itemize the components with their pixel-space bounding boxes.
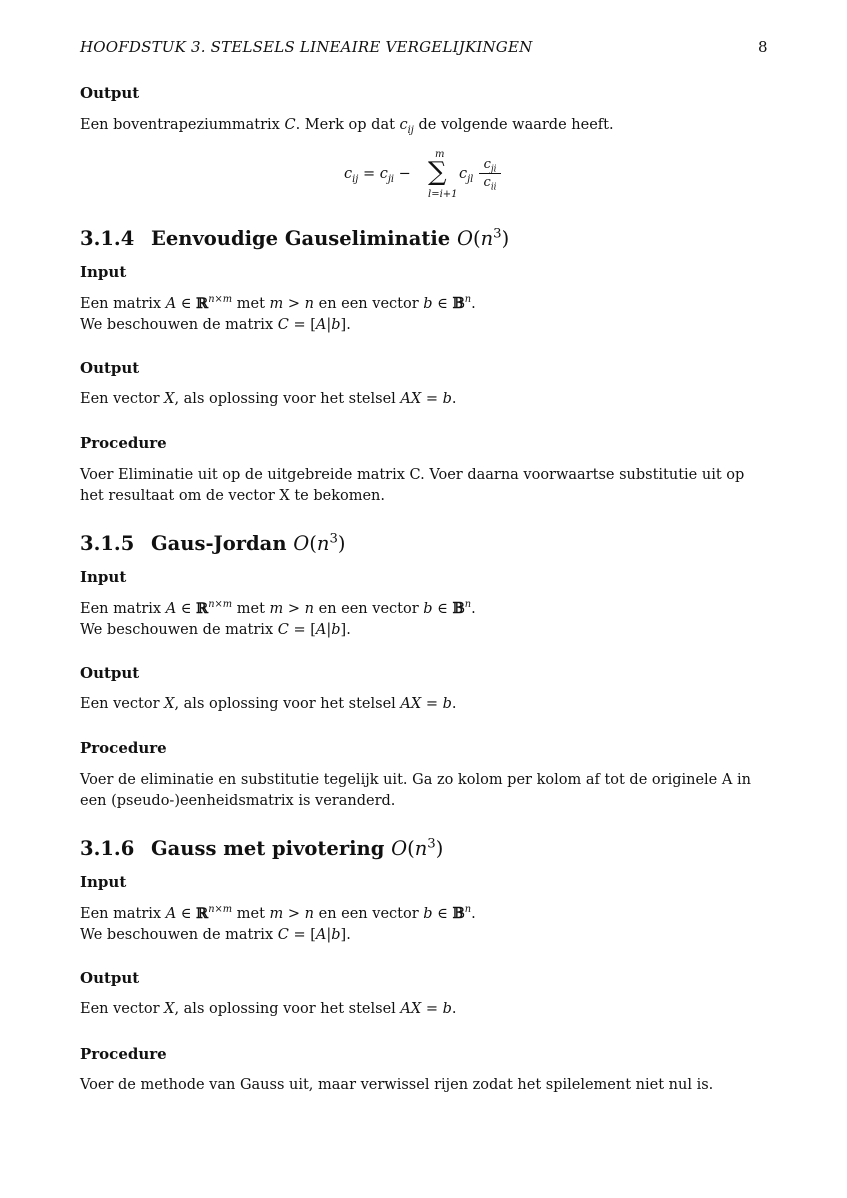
- procedure-text: Voer de eliminatie en substitutie tegelijk uit. Ga zo kolom per kolom af tot de originele A in een (pseudo-)eenheidsmatrix is veranderd.: [80, 772, 751, 809]
- input-heading: Input: [80, 873, 127, 891]
- procedure-heading: Procedure: [80, 739, 167, 757]
- display-formula: $c_{ij} = c_{ji}$ − m ∑ l=i+1 $c_{jl}$ $c_{ji}$ $c_{ii}$: [344, 145, 504, 205]
- procedure-text: Voer de methode van Gauss uit, maar verwissel rijen zodat het spilelement niet nul is.: [80, 1077, 714, 1093]
- output-text: Een boventrapeziummatrix C. Merk op dat $c_{ij}$ de volgende waarde heeft.: [80, 117, 614, 136]
- output-text: Een vector X, als oplossing voor het stelsel AX = b.: [80, 696, 457, 712]
- input-text: Een matrix A ∈ ℝ$^{n\times m}$ met m > n en een vector b ∈ 𝔹$^n$. We beschouwen de matrix C = [A|b].: [80, 294, 476, 333]
- input-heading: Input: [80, 568, 127, 586]
- section-heading-3-1-4: 3.1.4 Eenvoudige Gauseliminatie $O(n^3)$: [80, 226, 510, 250]
- page-number: 8: [758, 38, 768, 56]
- running-header: HOOFDSTUK 3. STELSELS LINEAIRE VERGELIJKINGEN: [80, 38, 533, 56]
- procedure-text: Voer Eliminatie uit op de uitgebreide matrix C. Voer daarna voorwaartse substitutie uit op het resultaat om de vector X te bekomen.: [80, 467, 745, 504]
- output-heading: Output: [80, 359, 140, 377]
- input-text: Een matrix A ∈ ℝ$^{n\times m}$ met m > n en een vector b ∈ 𝔹$^n$. We beschouwen de matrix C = [A|b].: [80, 599, 476, 638]
- section-heading-3-1-6: 3.1.6 Gauss met pivotering $O(n^3)$: [80, 836, 444, 860]
- input-text: Een matrix A ∈ ℝ$^{n\times m}$ met m > n en een vector b ∈ 𝔹$^n$. We beschouwen de matrix C = [A|b].: [80, 904, 476, 943]
- input-heading: Input: [80, 263, 127, 281]
- procedure-heading: Procedure: [80, 1045, 167, 1063]
- section-heading-3-1-5: 3.1.5 Gaus-Jordan $O(n^3)$: [80, 531, 346, 555]
- output-heading: Output: [80, 969, 140, 987]
- output-heading: Output: [80, 84, 140, 102]
- output-heading: Output: [80, 664, 140, 682]
- output-text: Een vector X, als oplossing voor het stelsel AX = b.: [80, 391, 457, 407]
- output-text: Een vector X, als oplossing voor het stelsel AX = b.: [80, 1001, 457, 1017]
- procedure-heading: Procedure: [80, 434, 167, 452]
